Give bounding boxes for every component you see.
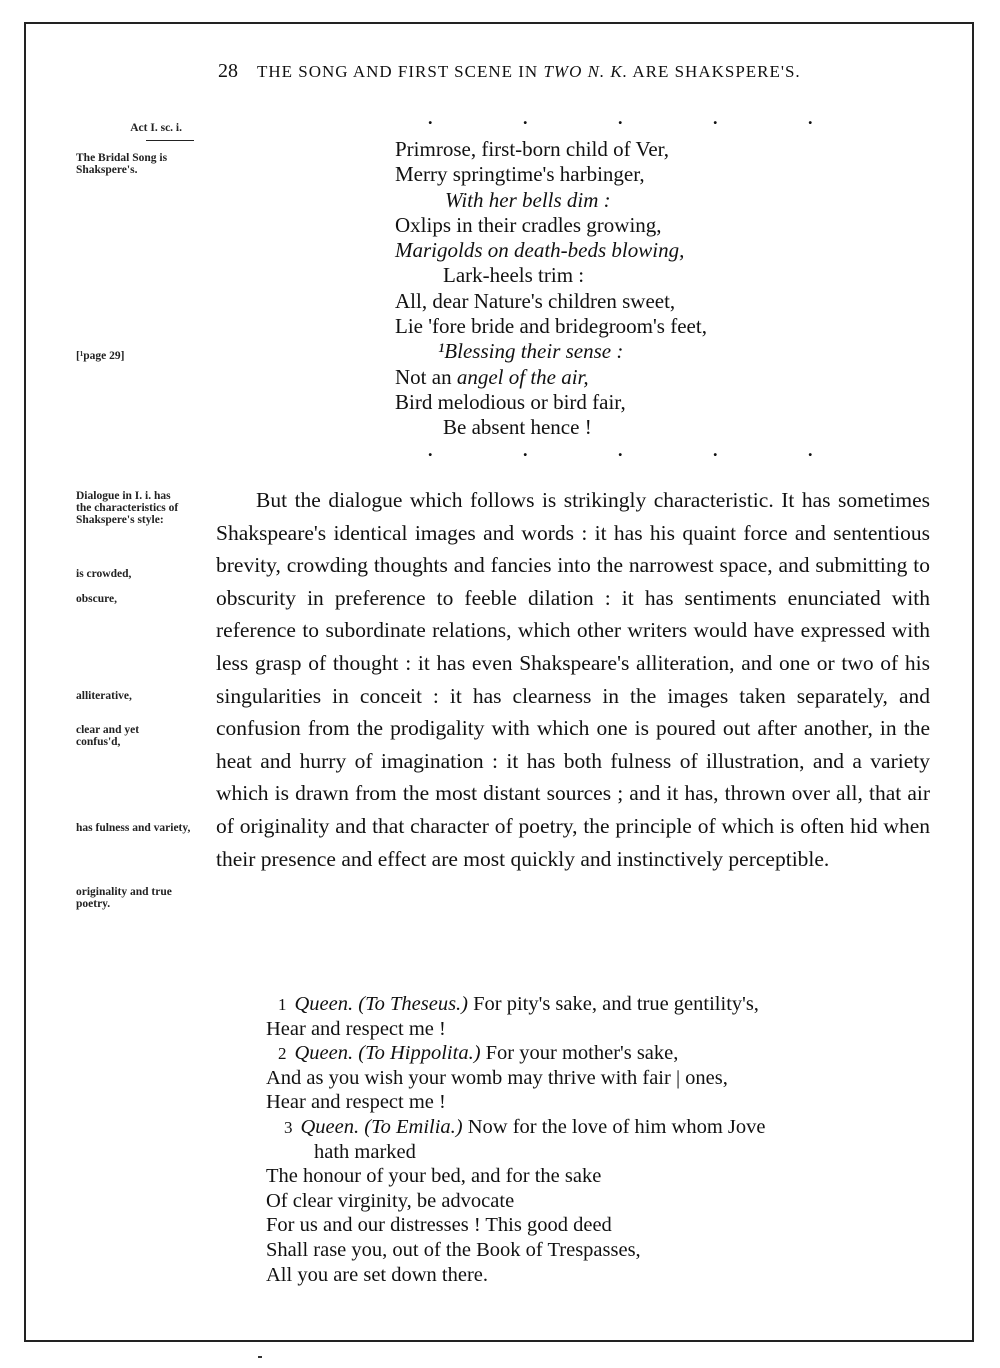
poem-line: Bird melodious or bird fair, — [395, 389, 626, 414]
poem-line: Marigolds on death-beds blowing, — [395, 238, 685, 263]
margin-note-originality: originality and true poetry. — [76, 886, 172, 910]
margin-note-dialogue: Dialogue in I. i. has the characteristics of Shakspere's style: — [76, 490, 179, 526]
verse-line: Shall rase you, out of the Book of Trespasses, — [266, 1238, 641, 1261]
margin-note-alliterative: alliterative, — [76, 690, 132, 702]
header-title-part1: THE SONG AND FIRST SCENE IN — [256, 62, 539, 81]
ellipsis-row-top: . . . . . — [428, 108, 813, 128]
poem-line: Oxlips in their cradles growing, — [395, 212, 662, 237]
margin-rule — [146, 140, 194, 141]
scan-mark — [258, 1356, 262, 1358]
verse-line: For us and our distresses ! This good deed — [266, 1214, 612, 1237]
poem-line: All, dear Nature's children sweet, — [395, 288, 676, 313]
verse-line: 3 Queen. (To Emilia.) Now for the love of him whom Jove — [284, 1115, 766, 1138]
body-text: But the dialogue which follows is strikingly characteristic. It has sometimes Shakspeare's identical images and words : it has his quaint force and sententious brevity, crowding thoughts and fancies into the narrowest space, and submitting to obscurity in preference to feeble dilation : it has sentiments enunciated with reference to subordinate relations, which other writers would have expressed with less grasp of thought : it has even Shakspeare's alliteration, and one or two of his singularities in conceit : it has clearness in the images taken separately, and confusion from the prodigality with which one is poured out after another, in the heat and hurry of imagination : it has both fulness of illustration, and a variety which is drawn from the most distant sources ; and it has, thrown over all, that air of originality and that character of poetry, the principle of which is often hid when their presence and effect are most quickly and instinctively perceptible. — [216, 488, 930, 871]
verse-line: hath marked — [314, 1140, 416, 1163]
poem-line: ¹Blessing their sense : — [438, 339, 624, 364]
margin-note-obscure: obscure, — [76, 593, 117, 605]
margin-note-page-ref: [¹page 29] — [76, 350, 125, 362]
poem-line: Merry springtime's harbinger, — [395, 162, 645, 187]
body-paragraph — [216, 484, 930, 875]
poem-line: Be absent hence ! — [443, 415, 592, 440]
verse-line: 2 Queen. (To Hippolita.) For your mother's sake, — [278, 1042, 679, 1065]
verse-line: The honour of your bed, and for the sake — [266, 1165, 602, 1188]
verse-line: Hear and respect me ! — [266, 1017, 446, 1040]
verse-line: Hear and respect me ! — [266, 1091, 446, 1114]
verse-line: 1 Queen. (To Theseus.) For pity's sake, and true gentility's, — [278, 993, 759, 1015]
queens-dialogue — [266, 992, 766, 1287]
poem-line: Not an angel of the air, — [395, 364, 589, 389]
running-header — [218, 60, 938, 83]
verse-line: Of clear virginity, be advocate — [266, 1189, 515, 1212]
verse-line: And as you wish your womb may thrive with fair | ones, — [266, 1066, 728, 1089]
ellipsis-row-bottom: . . . . . — [428, 440, 813, 460]
verse-line: All you are set down there. — [266, 1263, 489, 1286]
header-title-italic: TWO N. K. — [543, 62, 629, 81]
poem-line: Lie 'fore bride and bridegroom's feet, — [395, 314, 707, 339]
poem-line: Primrose, first-born child of Ver, — [395, 137, 670, 161]
margin-note-clear: clear and yet confus'd, — [76, 724, 140, 748]
poem-line: With her bells dim : — [445, 187, 611, 212]
header-title-part2: ARE SHAKSPERE'S. — [632, 62, 801, 81]
margin-note-fulness: has fulness and variety, — [76, 822, 191, 834]
page-number: 28 — [218, 60, 238, 82]
margin-note-bridal: The Bridal Song is Shakspere's. — [76, 152, 168, 176]
poem-line: Lark-heels trim : — [443, 263, 585, 288]
margin-note-act: Act I. sc. i. — [130, 122, 182, 134]
margin-note-crowded: is crowded, — [76, 568, 132, 580]
bridal-song — [395, 137, 707, 441]
